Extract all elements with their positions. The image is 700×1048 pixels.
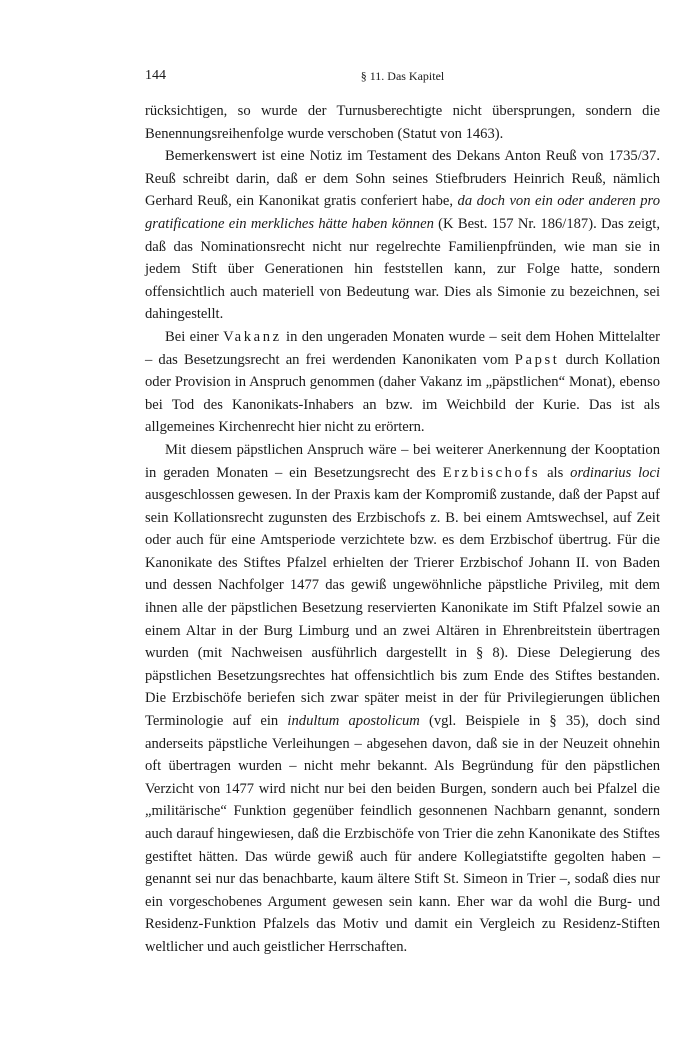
text-span: Bemerkenswert ist eine Notiz im Testament des Dekans Anton Reuß von 1735/37. Reuß schreibt darin, daß er dem Sohn seines Stiefbruders Heinrich Reuß, nämlich Gerhard Reuß, ein Kanonikat gratis conferiert habe, — [145, 148, 660, 210]
text-span: Mit diesem päpstlichen Anspruch wäre – bei weiterer Anerkennung der Kooptation in geraden Monaten – ein Besetzungsrecht des — [145, 441, 660, 481]
italic-quotation: da doch von ein oder anderen pro gratificatione ein merkliches hätte haben können — [145, 193, 660, 232]
section-title: § 11. Das Kapitel — [360, 69, 445, 83]
page-number: 144 — [145, 68, 166, 83]
text-span: ausgeschlossen gewesen. In der Praxis kam der Kompromiß zustande, daß der Papst auf sein Kollationsrecht zugunsten des Erzbischofs z. B. bei einem Amtswechsel, auf Zeit oder auch für eine Amtsperiode verzichtete bzw. es dem Erzbischof übertrug. Für die Kanonikate des Stiftes Pfalzel erhielten der Trierer Erzbischof Johann II. von Baden und dessen Nachfolger 1477 das gewiß ungewöhnliche päpstliche Privileg, mit dem ihnen alle der päpstlichen Besetzung reservierten Kanonikate im Stift Pfalzel sowie an einem Altar in der Burg Limburg und an zwei Altären in Ehrenbreitstein übertragen wurden (mit Nachweisen ausführlich dargestellt in § 8). Diese Delegierung des päpstlichen Besetzungsrechtes hat offensichtlich bis zum Ende des Stiftes bestanden. Die Erzbischöfe beriefen sich zwar später meist in der für Privilegierungen üblichen Terminologie auf ein — [145, 487, 660, 730]
spaced-term: Vakanz — [223, 328, 282, 345]
text-span: (vgl. Beispiele in § 35), doch sind anderseits päpstliche Verleihungen – abgesehen davon, daß sie in der Neuzeit ohnehin oft übertragen wurden – nicht mehr bekannt. Als Begründung für den päpstlichen Verzicht von 1477 wird nicht nur bei den beiden Burgen, sondern auch bei Pfalzel die „militärische“ Funktion gegenüber feindlich gesonnenen Nachbarn genannt, sondern auch darauf hingewiesen, daß die Erzbischöfe von Trier die zehn Kanonikate des Stiftes gestiftet hätten. Das würde gewiß auch für andere Kollegiatstifte gegolten haben – genannt sei nur das benachbarte, kaum ältere Stift St. Simeon in Trier –, sodaß dies nur ein vorgeschobenes Argument gewesen sein kann. Eher war da wohl die Burg- und Residenz-Funktion Pfalzels das Motiv und damit ein Vergleich zu Residenz-Stiften weltlicher und auch geistlicher Herrschaften. — [145, 713, 661, 955]
paragraph — [145, 100, 660, 145]
text-span: Bei einer — [165, 328, 224, 345]
latin-term: indultum apostolicum — [287, 713, 420, 730]
book-page — [145, 66, 660, 959]
text-span: als — [540, 464, 571, 481]
text-span: durch Kollation oder Provision in Anspruch genommen (daher Vakanz im „päpstlichen“ Monat), ebenso bei Tod des Kanonikats-Inhabers an bzw. im Weichbild der Kurie. Das ist als allgemeines Kirchenrecht hier nicht zu erörtern. — [145, 351, 660, 436]
paragraph — [145, 326, 660, 439]
text-span: rücksichtigen, so wurde der Turnusberechtigte nicht übersprungen, sondern die Benennungsreihenfolge wurde verschoben (Statut von 1463). — [145, 103, 660, 142]
spaced-term: Papst — [514, 351, 560, 368]
paragraph — [145, 145, 660, 326]
spaced-term: Erzbischofs — [442, 464, 541, 481]
text-span: (K Best. 157 Nr. 186/187). Das zeigt, daß das Nominationsrecht nicht nur regelrechte Familienpfründen, wie man sie in jedem Stift über Generationen hin feststellen kann, zur Folge hatte, sondern offensichtlich auch materiell von Bedeutung war. Dies als Simonie zu bezeichnen, sei dahingestellt. — [145, 215, 660, 323]
body-text — [145, 100, 660, 959]
latin-term: ordinarius loci — [570, 464, 660, 481]
paragraph — [145, 439, 660, 959]
running-head — [145, 66, 660, 86]
text-span: in den ungeraden Monaten wurde – seit dem Hohen Mittelalter – das Besetzungsrecht an frei werdenden Kanonikaten vom — [145, 328, 660, 368]
